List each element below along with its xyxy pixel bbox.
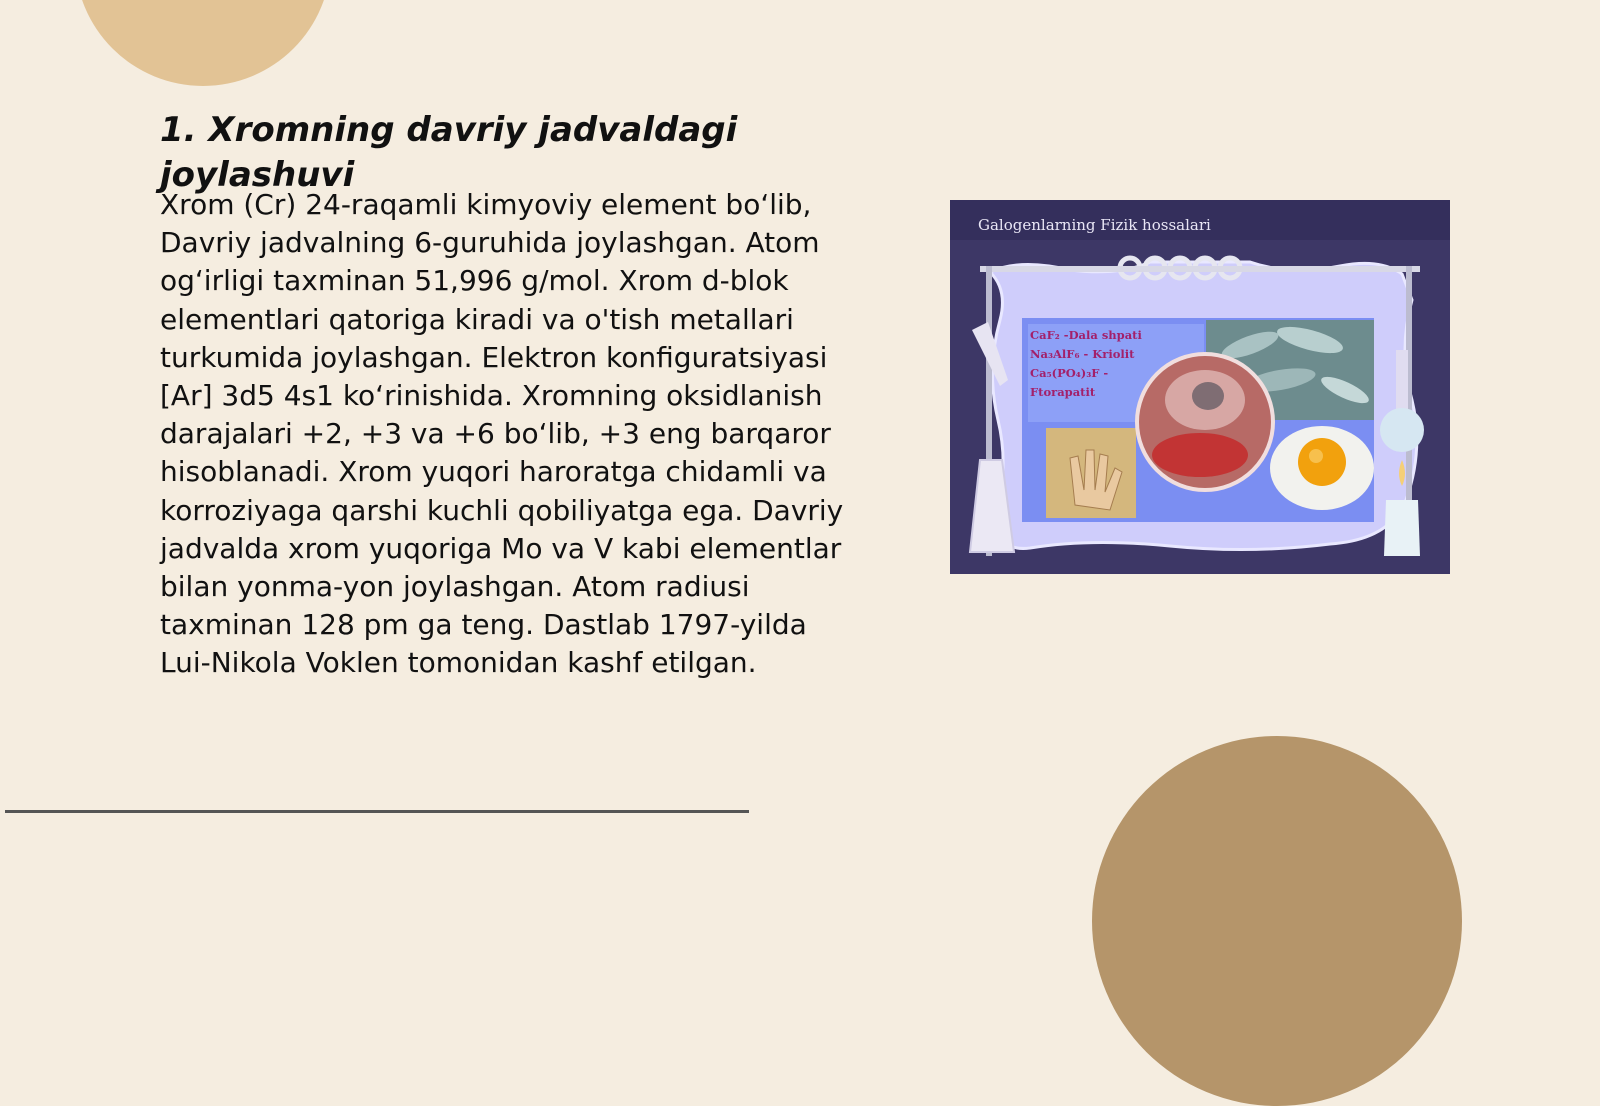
decorative-circle-bottom bbox=[1092, 736, 1462, 1106]
lab-apparatus-illustration bbox=[950, 200, 1450, 574]
picture-caption: CaF₂ -Dala shpati Na₃AlF₆ - Kriolit Ca₅(PO₄)₃F - Ftorapatit bbox=[1030, 328, 1142, 399]
slide-title: 1. Xromning davriy jadvaldagi joylashuvi bbox=[160, 110, 738, 195]
slide-body-text: Xrom (Cr) 24-raqamli kimyoviy element bo‘lib, Davriy jadvalning 6-guruhida joylashgan. Atom og‘irligi taxminan 51,996 g/mol. Xrom d-blok elementlari qatoriga kiradi va o'tish metallari turkumida joylashgan. Elektron konfiguratsiyasi [Ar] 3d5 4s1 ko‘rinishida. Xromning oksidlanish darajalari +2, +3 va +6 bo‘lib, +3 eng barqaror hisoblanadi. Xrom yuqori haroratga chidamli va korroziyaga qarshi kuchli qobiliyatga ega. Davriy jadvalda xrom yuqoriga Mo va V kabi elementlar bilan yonma-yon joylashgan. Atom radiusi taxminan 128 pm ga teng. Dastlab 1797-yilda Lui-Nikola Voklen tomonidan kashf etilgan. bbox=[160, 188, 844, 680]
divider-line bbox=[5, 810, 749, 813]
slide-picture bbox=[950, 200, 1450, 574]
decorative-circle-top bbox=[75, 0, 331, 86]
picture-title: Galogenlarning Fizik hossalari bbox=[978, 216, 1211, 234]
